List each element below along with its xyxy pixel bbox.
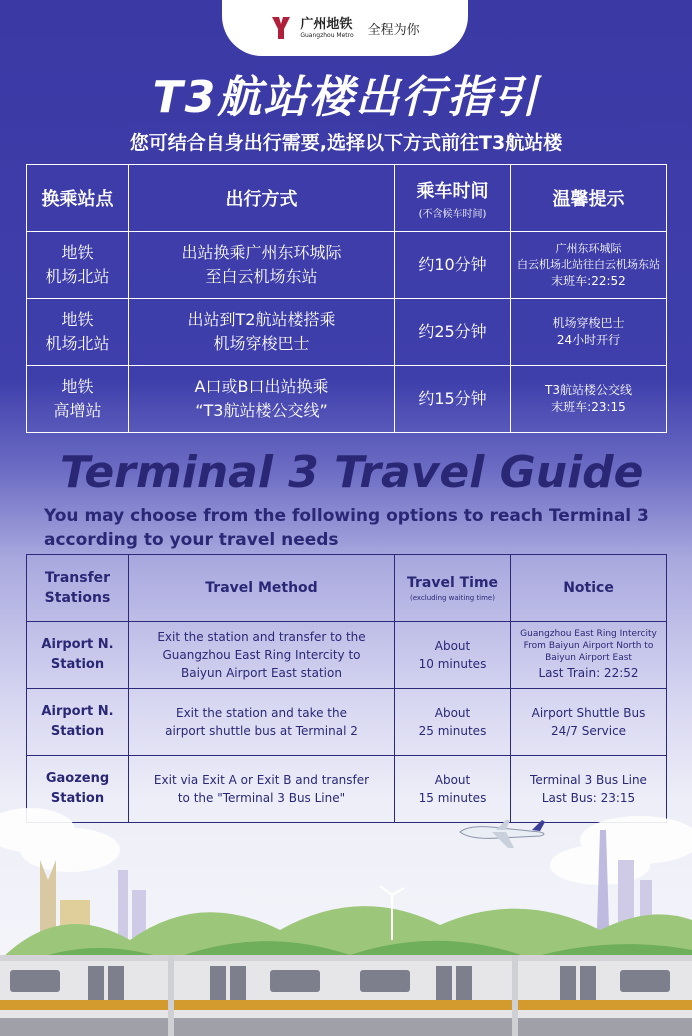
table-row	[27, 232, 667, 299]
cn-time-cell: 约25分钟	[395, 299, 511, 366]
airplane-icon	[460, 820, 545, 848]
en-notice-cell: Airport Shuttle Bus 24/7 Service	[511, 689, 667, 756]
cn-method-cell: A口或B口出站换乘 “T3航站楼公交线”	[129, 366, 395, 433]
logo-header	[222, 0, 468, 56]
en-method-cell: Exit the station and take the airport shuttle bus at Terminal 2	[129, 689, 395, 756]
cn-notice-cell: T3航站楼公交线 末班车:23:15	[511, 366, 667, 433]
cn-subtitle: 您可结合自身出行需要,选择以下方式前往T3航站楼	[129, 132, 563, 154]
cn-method-cell: 出站换乘广州东环城际 至白云机场东站	[129, 232, 395, 299]
en-subtitle: You may choose from the following options to reach Terminal 3 according to your travel needs	[44, 506, 649, 550]
en-station-cell: Airport N. Station	[27, 622, 129, 689]
cn-time-cell: 约10分钟	[395, 232, 511, 299]
en-header-row	[27, 555, 667, 622]
cn-notice-cell: 广州东环城际 白云机场北站往白云机场东站 末班车:22:52	[511, 232, 667, 299]
cn-title: T3航站楼出行指引	[152, 72, 540, 123]
logo-slogan: 全程为你	[367, 22, 420, 38]
cn-header-notice: 温馨提示	[511, 165, 667, 232]
en-guide-table	[26, 554, 667, 823]
table-row	[27, 689, 667, 756]
cn-time-cell: 约15分钟	[395, 366, 511, 433]
guangzhou-metro-logo-icon	[270, 15, 292, 41]
en-header-time: Travel Time (excluding waiting time)	[395, 555, 511, 622]
cn-guide-table	[26, 164, 667, 433]
en-notice-cell: Terminal 3 Bus Line Last Bus: 23:15	[511, 756, 667, 823]
en-header-station: Transfer Stations	[27, 555, 129, 622]
en-time-cell: About 10 minutes	[395, 622, 511, 689]
cn-header-station: 换乘站点	[27, 165, 129, 232]
cn-header-method: 出行方式	[129, 165, 395, 232]
cn-notice-cell: 机场穿梭巴士 24小时开行	[511, 299, 667, 366]
cn-header-time: 乘车时间 (不含候车时间)	[395, 165, 511, 232]
en-station-cell: Airport N. Station	[27, 689, 129, 756]
en-header-notice: Notice	[511, 555, 667, 622]
metro-train	[0, 955, 692, 1036]
city-skyline-illustration	[0, 790, 692, 1036]
en-time-cell: About 15 minutes	[395, 756, 511, 823]
logo-name-en: Guangzhou Metro	[300, 31, 354, 39]
logo-name-cn: 广州地铁	[300, 16, 353, 32]
cn-header-row	[27, 165, 667, 232]
table-row	[27, 299, 667, 366]
table-row	[27, 622, 667, 689]
clouds	[0, 808, 692, 885]
en-station-cell: Gaozeng Station	[27, 756, 129, 823]
en-header-method: Travel Method	[129, 555, 395, 622]
cn-method-cell: 出站到T2航站楼搭乘 机场穿梭巴士	[129, 299, 395, 366]
en-time-cell: About 25 minutes	[395, 689, 511, 756]
cn-station-cell: 地铁 机场北站	[27, 232, 129, 299]
table-row	[27, 366, 667, 433]
en-method-cell: Exit via Exit A or Exit B and transfer to the "Terminal 3 Bus Line"	[129, 756, 395, 823]
en-method-cell: Exit the station and transfer to the Guangzhou East Ring Intercity to Baiyun Airport East station	[129, 622, 395, 689]
cn-station-cell: 地铁 高增站	[27, 366, 129, 433]
en-notice-cell: Guangzhou East Ring Intercity From Baiyun Airport North to Baiyun Airport East Last Train: 22:52	[511, 622, 667, 689]
en-title: Terminal 3 Travel Guide	[60, 447, 644, 498]
cn-station-cell: 地铁 机场北站	[27, 299, 129, 366]
